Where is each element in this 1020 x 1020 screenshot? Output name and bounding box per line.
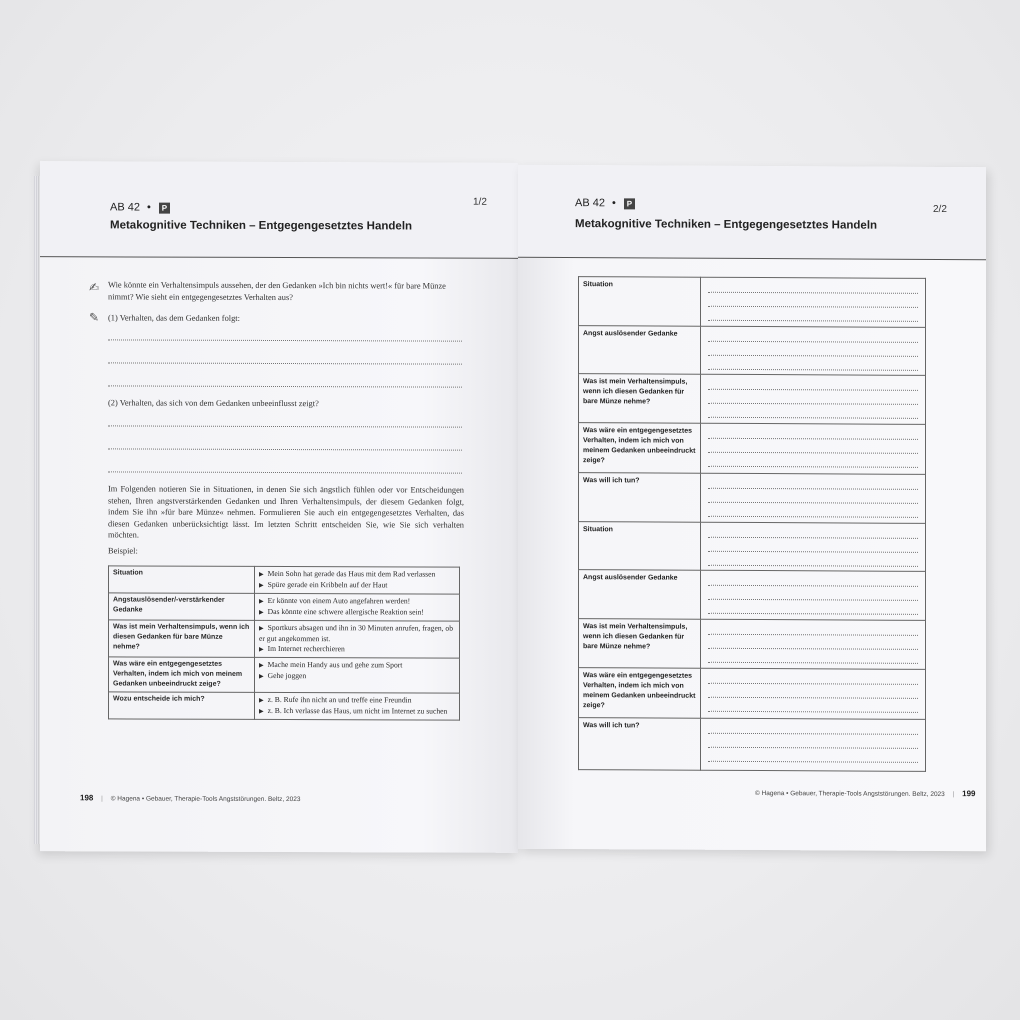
row-content [255, 620, 460, 658]
right-page-fraction: 2/2 [933, 203, 947, 216]
left-footer: 198 | © Hagena • Gebauer, Therapie-Tools Angststörungen. Beltz, 2023 [80, 793, 301, 804]
row-label: Situation [579, 277, 701, 327]
table-row [109, 566, 460, 594]
left-copyright: © Hagena • Gebauer, Therapie-Tools Angststörungen. Beltz, 2023 [110, 795, 301, 804]
write-area[interactable] [701, 668, 926, 719]
answer-line [108, 471, 462, 473]
write-area[interactable] [701, 277, 926, 327]
right-copyright: © Hagena • Gebauer, Therapie-Tools Angststörungen. Beltz, 2023 [755, 790, 945, 799]
row-label: Was ist mein Verhaltensimpuls, wenn ich diesen Gedanken für bare Münze nehme? [579, 619, 701, 669]
row-label: Angstauslösender/-verstärkender Gedanke [109, 593, 255, 621]
row-content [255, 593, 460, 621]
right-page-title: Metakognitive Techniken – Entgegengesetztes Handeln [575, 218, 878, 232]
write-area[interactable] [701, 619, 926, 669]
row-label: Situation [579, 522, 701, 571]
p-badge: P [624, 198, 635, 209]
row-label: Was ist mein Verhaltensimpuls, wenn ich diesen Gedanken für bare Münze nehme? [109, 620, 255, 658]
table-row [579, 326, 926, 376]
example-label: Beispiel: [108, 546, 138, 556]
table-row [579, 374, 926, 425]
write-area[interactable] [701, 374, 926, 424]
row-label: Was wäre ein entgegengesetztes Verhalten, indem ich mich von meinem Gedanken unbeeindruckt zeige? [579, 423, 701, 474]
write-area[interactable] [701, 423, 926, 474]
right-page [518, 165, 986, 851]
left-page-fraction: 1/2 [473, 196, 487, 208]
write-area[interactable] [701, 718, 926, 771]
answer-line [108, 425, 462, 427]
pencil-icon: ✎ [89, 310, 100, 325]
table-row [579, 522, 926, 572]
sheet-code-text: AB 42 [575, 197, 605, 210]
row-label: Was will ich tun? [579, 718, 701, 771]
table-row [109, 620, 460, 658]
item-1-label: (1) Verhalten, das dem Gedanken folgt: [108, 313, 240, 323]
question-text: Wie könnte ein Verhaltensimpuls aussehen, der den Gedanken »Ich bin nichts wert!« für bare Münze nimmt? Wie sieht ein entgegengesetztes Verhalten aus? [108, 280, 446, 302]
answer-line [108, 362, 462, 364]
row-label: Was wäre ein entgegengesetztes Verhalten, indem ich mich von meinem Gedanken unbeeindruckt zeige? [109, 657, 255, 693]
right-page-number: 199 [962, 789, 976, 799]
right-header-band [518, 165, 986, 260]
row-label: Angst auslösender Gedanke [579, 326, 701, 375]
list-item: ▶ z. B. Rufe ihn nicht an und treffe eine Freundin [259, 695, 455, 707]
table-row [579, 473, 926, 524]
list-item: ▶ Im Internet recherchieren [259, 644, 455, 656]
answer-line [108, 339, 462, 341]
row-label: Was will ich tun? [579, 473, 701, 523]
row-label: Wozu entscheide ich mich? [109, 692, 255, 720]
item-2-label: (2) Verhalten, das sich von dem Gedanken unbeeinflusst zeigt? [108, 398, 319, 409]
example-table [108, 565, 460, 720]
table-row [579, 277, 926, 328]
answer-line [108, 385, 462, 387]
right-footer: © Hagena • Gebauer, Therapie-Tools Angststörungen. Beltz, 2023 | 199 [755, 789, 976, 799]
table-row [579, 570, 926, 621]
sheet-code-text: AB 42 [110, 201, 140, 214]
list-item: ▶ Er könnte von einem Auto angefahren werden! [259, 596, 455, 608]
table-row [109, 657, 460, 693]
list-item: ▶ z. B. Ich verlasse das Haus, um nicht im Internet zu suchen [259, 706, 455, 718]
right-sheet-code: AB 42 • P [575, 197, 635, 209]
answer-line [108, 448, 462, 450]
list-item: ▶ Gehe joggen [259, 671, 455, 683]
left-sheet-code: AB 42 • P [110, 201, 170, 213]
p-badge: P [159, 203, 170, 214]
write-area[interactable] [701, 570, 926, 620]
left-page-number: 198 [80, 793, 94, 803]
table-row [109, 692, 460, 720]
table-row [579, 423, 926, 475]
row-label: Was wäre ein entgegengesetztes Verhalten, indem ich mich von meinem Gedanken unbeeindruckt zeige? [579, 668, 701, 719]
hand-icon: ✍ [89, 280, 100, 295]
left-page-title: Metakognitive Techniken – Entgegengesetztes Handeln [110, 219, 413, 233]
row-label: Was ist mein Verhaltensimpuls, wenn ich diesen Gedanken für bare Münze nehme? [579, 374, 701, 424]
list-item: ▶ Spüre gerade ein Kribbeln auf der Haut [259, 580, 455, 592]
instructions-text: Im Folgenden notieren Sie in Situationen, in denen Sie sich ängstlich fühlen oder vor Entscheidungen stehen, Ihren angstverstärkenden Gedanken und Ihren Verhaltensimpuls, der diesem Gedanken folgt, indem Sie ihn »für bare Münze« nehmen. Formulieren Sie auch ein entgegengesetztes Verhalten, das diesen Gedanken unberücksichtigt lässt. Im letzten Schritt entscheiden Sie, wie Sie sich verhalten möchten. [108, 484, 464, 540]
row-content [255, 566, 460, 594]
row-content [255, 657, 460, 693]
table-row [579, 668, 926, 720]
list-item: ▶ Mache mein Handy aus und gehe zum Sport [259, 660, 455, 672]
row-content [255, 692, 460, 720]
left-page [40, 161, 518, 853]
list-item: ▶ Mein Sohn hat gerade das Haus mit dem Rad verlassen [259, 569, 455, 581]
table-row [579, 619, 926, 670]
table-row [109, 593, 460, 621]
row-label: Situation [109, 566, 255, 594]
table-row [579, 718, 926, 772]
list-item: ▶ Das könnte eine schwere allergische Reaktion sein! [259, 607, 455, 619]
write-area[interactable] [701, 522, 926, 571]
worksheet-table [578, 276, 926, 772]
write-area[interactable] [701, 326, 926, 375]
row-label: Angst auslösender Gedanke [579, 570, 701, 620]
list-item: ▶ Sportkurs absagen und ihn in 30 Minuten anrufen, fragen, ob er gut angekommen ist. [259, 623, 455, 645]
write-area[interactable] [701, 473, 926, 523]
